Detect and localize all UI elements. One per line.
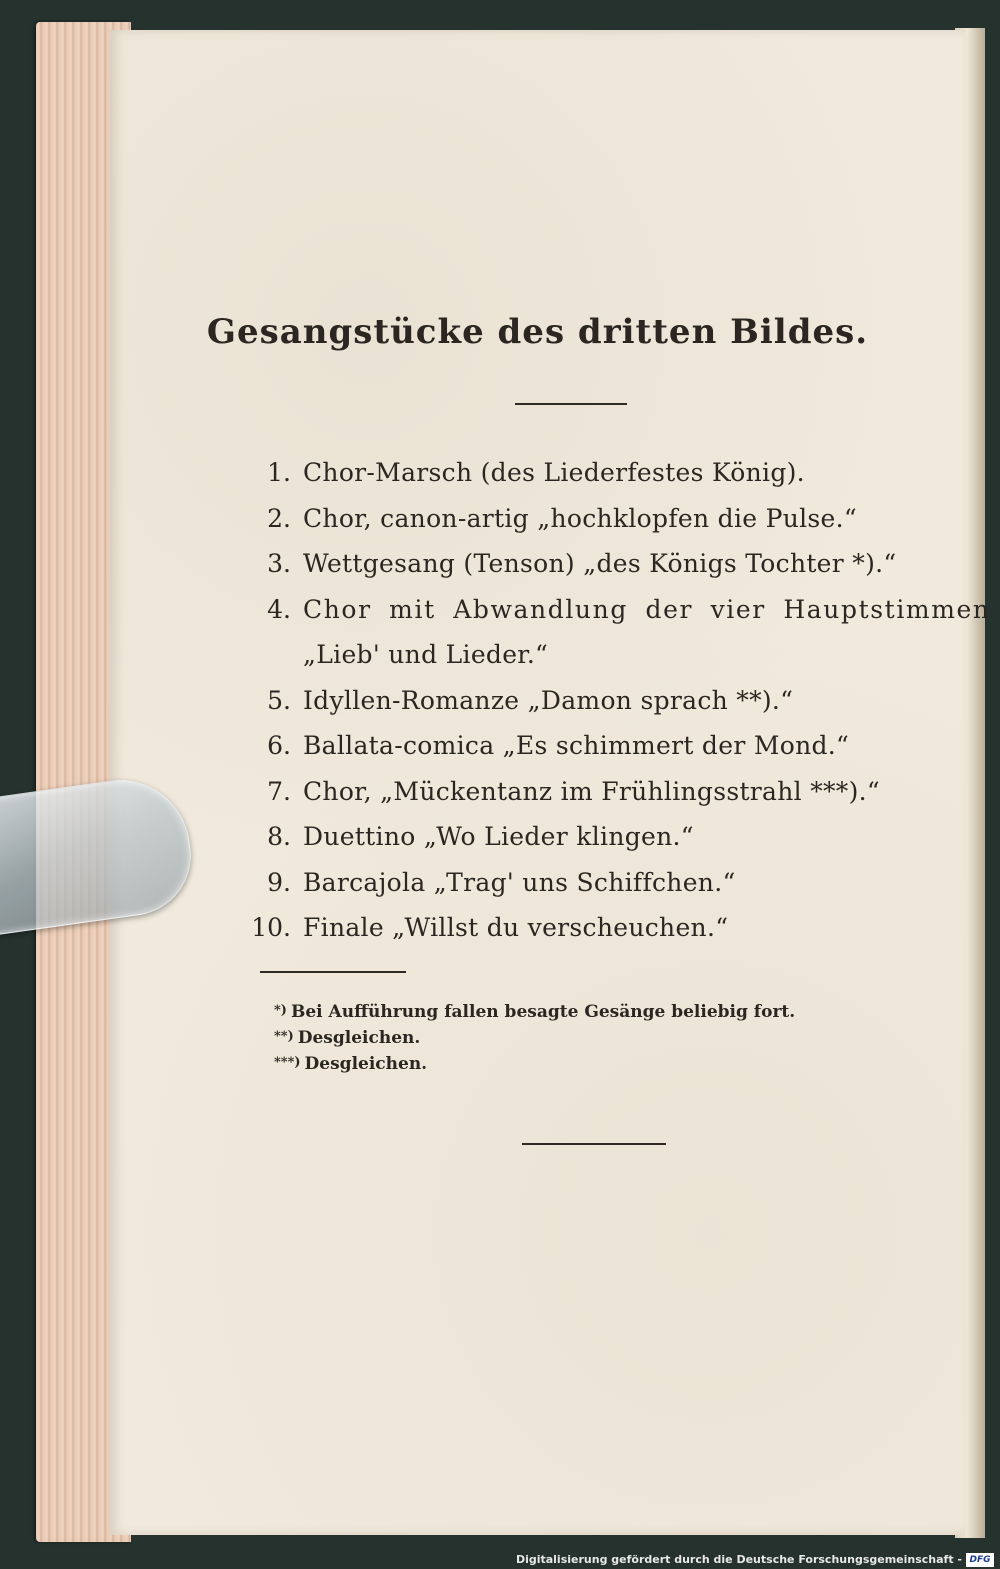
item-number: 10. — [251, 913, 291, 942]
footnote — [274, 1050, 894, 1076]
item-number: 3. — [267, 549, 291, 578]
footnote-rule — [260, 971, 406, 973]
item-text: Finale „Willst du verscheuchen.“ — [303, 913, 729, 942]
book-page — [110, 30, 991, 1535]
list-item — [245, 814, 905, 860]
footnote — [274, 1024, 894, 1050]
list-item — [245, 541, 905, 587]
item-text: Barcajola „Trag' uns Schiffchen.“ — [303, 867, 736, 897]
item-text: Chor, „Mückentanz im Frühlingsstrahl ***).“ — [303, 776, 880, 806]
item-text: „Lieb' und Lieder.“ — [303, 640, 549, 669]
item-number: 5. — [267, 685, 291, 715]
footnotes — [274, 998, 894, 1076]
footnote-text: Desgleichen. — [297, 1028, 421, 1048]
item-text: Idyllen-Romanze „Damon sprach **).“ — [303, 685, 794, 715]
item-text: Ballata-comica „Es schimmert der Mond.“ — [303, 731, 850, 760]
song-list — [245, 450, 991, 951]
list-item — [245, 905, 905, 951]
list-item — [245, 587, 991, 633]
list-item — [245, 860, 905, 906]
footnote-mark: *) — [274, 1003, 287, 1018]
footnote-text: Bei Aufführung fallen besagte Gesänge beliebig fort. — [290, 1002, 796, 1022]
list-item — [245, 450, 905, 496]
item-number: 7. — [267, 776, 291, 806]
dfg-logo: DFG — [966, 1553, 994, 1567]
item-text: Chor-Marsch (des Liederfestes König). — [303, 458, 805, 487]
item-number: 2. — [267, 503, 291, 533]
item-text: Chor, canon-artig „hochklopfen die Pulse.“ — [303, 503, 857, 533]
list-item — [245, 723, 905, 769]
footnote-text: Desgleichen. — [304, 1054, 428, 1074]
footnote-mark: ***) — [274, 1055, 301, 1070]
digitization-credit: Digitalisierung gefördert durch die Deutsche Forschungsgemeinschaft - — [515, 1553, 962, 1566]
footnote-mark: **) — [274, 1029, 294, 1044]
item-number: 9. — [267, 867, 291, 897]
list-item — [245, 678, 905, 724]
page-heading: Gesangstücke des dritten Bildes. — [206, 312, 869, 352]
item-text: Chor mit Abwandlung der vier Hauptstimmen — [303, 594, 991, 624]
list-item-continuation — [245, 632, 905, 678]
item-text: Wettgesang (Tenson) „des Königs Tochter *).“ — [303, 549, 897, 578]
list-item — [245, 496, 905, 542]
item-number: 8. — [267, 822, 291, 851]
item-number: 6. — [267, 731, 291, 760]
item-number: 4. — [267, 594, 291, 624]
footnote — [274, 998, 894, 1024]
item-number: 1. — [267, 458, 291, 487]
list-item — [245, 769, 905, 815]
item-text: Duettino „Wo Lieder klingen.“ — [303, 822, 694, 851]
closing-rule — [522, 1143, 666, 1145]
heading-rule — [515, 403, 627, 405]
